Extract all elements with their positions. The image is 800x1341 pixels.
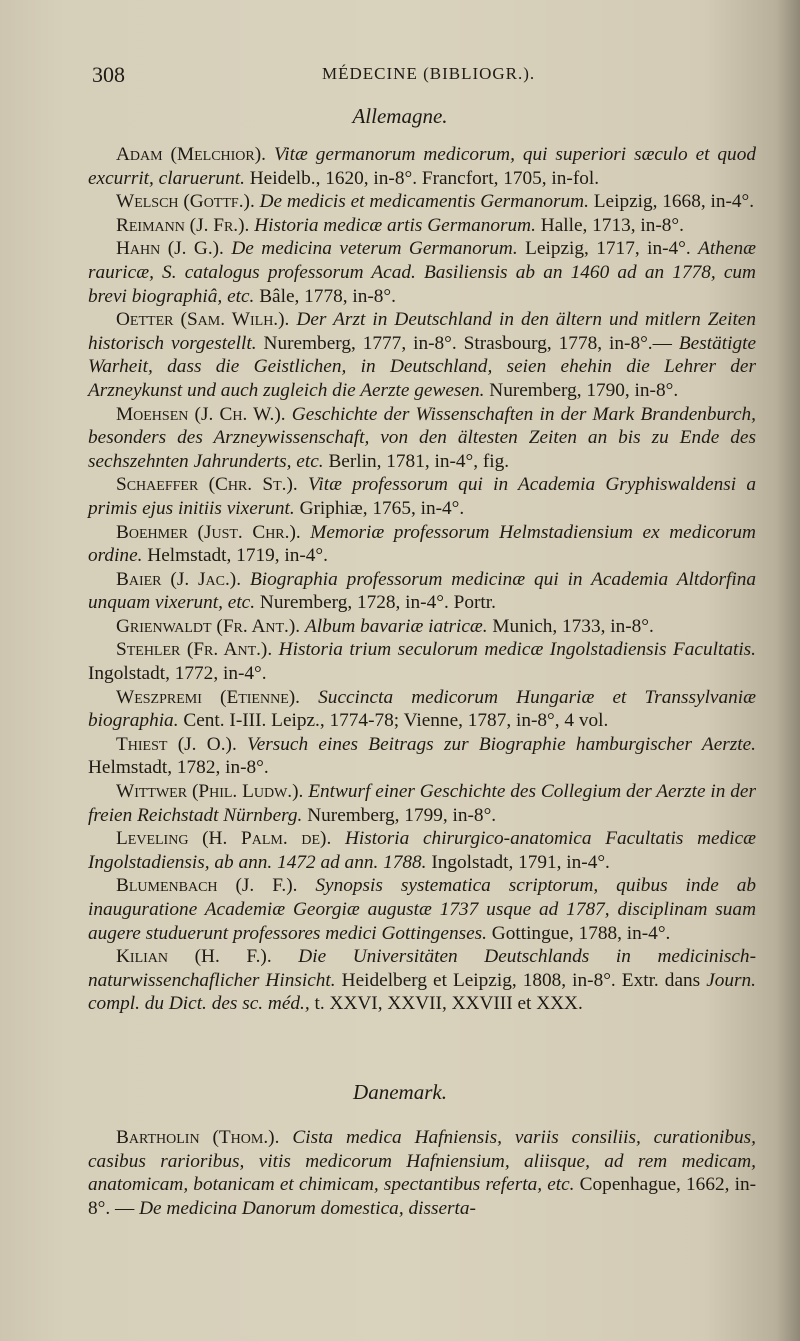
entry-author: Adam (Melchior). <box>116 144 266 165</box>
bibliography-entry <box>88 686 756 733</box>
entry-details-second: Bâle, 1778, in-8°. <box>259 285 396 307</box>
entry-title: Der Arzt in Deutschland in den ältern und mitlern Zeiten historisch vorgestellt. <box>88 309 757 354</box>
entry-title-second: De medicina Danorum domestica, disserta- <box>139 1197 476 1219</box>
bibliography-entry <box>88 568 756 615</box>
bibliography-entry <box>88 1126 756 1220</box>
entry-title: Synopsis systematica scriptorum, quibus inde ab inauguratione Academiæ Georgiæ augustæ 1737 usque ad 1787, disciplinam suam augere studuerunt professores medici Gottingenses. <box>88 875 756 944</box>
entry-author: Grienwaldt (Fr. Ant.). <box>116 615 301 637</box>
entry-details: Leipzig, 1668, in-4°. <box>593 191 755 213</box>
entry-details: Halle, 1713, in-8°. <box>540 214 684 236</box>
entry-title: Cista medica Hafniensis, variis consiliis, curationibus, casibus rarioribus, vitis medicorum Hafniensium, aliisque, ad rem medicam, anatomicam, botanicam et chimicam, spectantibus referta, etc. <box>88 1127 756 1196</box>
entry-details: Heidelb., 1620, in-8°. Francfort, 1705, in-fol. <box>249 167 600 189</box>
entry-title: Album bavariæ iatricæ. <box>304 615 488 637</box>
entry-details: Berlin, 1781, in-4°, fig. <box>328 450 510 472</box>
entry-author: Schaeffer (Chr. St.). <box>116 474 298 496</box>
entry-details-second: Nuremberg, 1790, in-8°. <box>489 379 679 401</box>
bibliography-entry <box>88 473 756 520</box>
entry-title: Historia chirurgico-anatomica Facultatis medicæ Ingolstadiensis, ab ann. 1472 ad ann. 1788. <box>88 828 756 873</box>
entry-details: Ingolstadt, 1791, in-4°. <box>431 851 610 873</box>
entry-author: Welsch (Gottf.). <box>116 191 255 213</box>
entry-title: Biographia professorum medicinæ qui in Academia Altdorfina unquam vixerunt, etc. <box>88 568 757 614</box>
entry-title: Versuch eines Beitrags zur Biographie hamburgischer Aerzte. <box>247 733 756 755</box>
entry-details: Ingolstadt, 1772, in-4°. <box>88 663 267 685</box>
entry-title: Die Universitäten Deutschlands in medicinisch-naturwissenchaflicher Hinsicht. <box>88 946 756 991</box>
entry-title: De medicina veterum Germanorum. <box>231 238 518 260</box>
entry-author: Wittwer (Phil. Ludw.). <box>116 781 304 803</box>
entry-author: Oetter (Sam. Wilh.). <box>116 309 290 331</box>
entry-details: Gottingue, 1788, in-4°. <box>491 922 671 944</box>
entry-title-second: Bestätigte Warheit, dass die Geistlichen, in Deutschland, seien ehehin die Lehrer der Arzneykunst und auch zugleich die Aerzte gewesen. <box>88 332 756 401</box>
entry-details-second: t. XXVI, XXVII, XXVIII et XXX. <box>314 993 583 1015</box>
entries-danemark <box>88 1126 756 1220</box>
entry-title: Entwurf einer Geschichte des Collegium der Aerzte in der freien Reichstadt Nürnberg. <box>88 781 756 826</box>
entry-author: Thiest (J. O.). <box>116 733 237 755</box>
bibliography-entry <box>88 237 756 308</box>
entry-author: Baier (J. Jac.). <box>116 568 242 590</box>
entry-author: Stehler (Fr. Ant.). <box>116 639 273 661</box>
bibliography-entry <box>88 827 756 874</box>
entry-details: Nuremberg, 1799, in-8°. <box>307 804 497 826</box>
bibliography-entry <box>88 143 756 190</box>
bibliography-entry <box>88 615 756 639</box>
entry-title: Vitæ germanorum medicorum, qui superiori sæculo et quod excurrit, claruerunt. <box>88 144 756 189</box>
entry-author: Moehsen (J. Ch. W.). <box>116 403 286 425</box>
bibliography-entry <box>88 638 756 685</box>
entry-details: Leipzig, 1717, in-4°. <box>525 238 691 260</box>
bibliography-entry <box>88 780 756 827</box>
entry-title: Succincta medicorum Hungariæ et Transsylvaniæ biographia. <box>88 686 756 732</box>
bibliography-entry <box>88 190 756 214</box>
bibliography-entry <box>88 733 756 780</box>
page-number: 308 <box>92 62 125 87</box>
entry-title: Memoriæ professorum Helmstadiensium ex medicorum ordine. <box>88 521 756 567</box>
entry-author: Hahn (J. G.). <box>116 238 224 260</box>
entries-allemagne <box>88 143 756 1016</box>
entry-title: De medicis et medicamentis Germanorum. <box>259 191 589 213</box>
bibliography-entry <box>88 403 756 474</box>
section-title-allemagne: Allemagne. <box>352 104 448 128</box>
entry-details: Nuremberg, 1728, in-4°. Portr. <box>259 592 496 614</box>
entry-details: Heidelberg et Leipzig, 1808, in-8°. Extr. dans <box>341 969 701 991</box>
entry-title: Historia trium seculorum medicæ Ingolstadiensis Facultatis. <box>278 639 757 661</box>
entry-title: Geschichte der Wissenschaften in der Mark Brandenburch, besonders des Arzneywissenschaft, von den ältesten Zeiten an bis zu Ende des sechszehnten Jahrunderts, etc. <box>88 403 756 472</box>
entry-details: Griphiæ, 1765, in-4°. <box>299 497 465 519</box>
bibliography-entry <box>88 214 756 238</box>
entry-details: Munich, 1733, in-8°. <box>492 615 654 637</box>
entry-author: Weszpremi (Etienne). <box>116 686 300 708</box>
bibliography-entry <box>88 308 756 402</box>
entry-details: Helmstadt, 1782, in-8°. <box>88 757 269 779</box>
page-header <box>92 62 752 92</box>
entry-title: Historia medicæ artis Germanorum. <box>254 214 536 236</box>
entry-author: Reimann (J. Fr.). <box>116 214 250 236</box>
entry-author: Boehmer (Just. Chr.). <box>116 521 301 543</box>
entry-author: Kilian (H. F.). <box>116 946 272 968</box>
entry-title-second: Athenæ rauricæ, S. catalogus professorum Acad. Basiliensis ab an 1460 ad an 1778, cum brevi biographiâ, etc. <box>88 238 756 307</box>
entry-details: Cent. I-III. Leipz., 1774-78; Vienne, 1787, in-8°, 4 vol. <box>183 710 609 732</box>
bibliography-entry <box>88 874 756 945</box>
section-title-danemark: Danemark. <box>353 1080 447 1104</box>
entry-title: Vitæ professorum qui in Academia Gryphiswaldensi a primis ejus initiis vixerunt. <box>88 474 756 519</box>
bibliography-entry <box>88 521 756 568</box>
entry-details: Helmstadt, 1719, in-4°. <box>147 545 328 567</box>
entry-details: Copenhague, 1662, in-8°. — <box>88 1174 756 1219</box>
entry-title-second: Journ. compl. du Dict. des sc. méd., <box>88 969 757 1015</box>
running-head: MÉDECINE (BIBLIOGR.). <box>322 64 536 83</box>
entry-author: Bartholin (Thom.). <box>116 1127 280 1148</box>
bibliography-entry <box>88 945 756 1016</box>
entry-author: Blumenbach (J. F.). <box>116 875 298 897</box>
entry-details: Nuremberg, 1777, in-8°. Strasbourg, 1778, in-8°.— <box>263 332 672 354</box>
entry-author: Leveling (H. Palm. de). <box>116 828 332 850</box>
